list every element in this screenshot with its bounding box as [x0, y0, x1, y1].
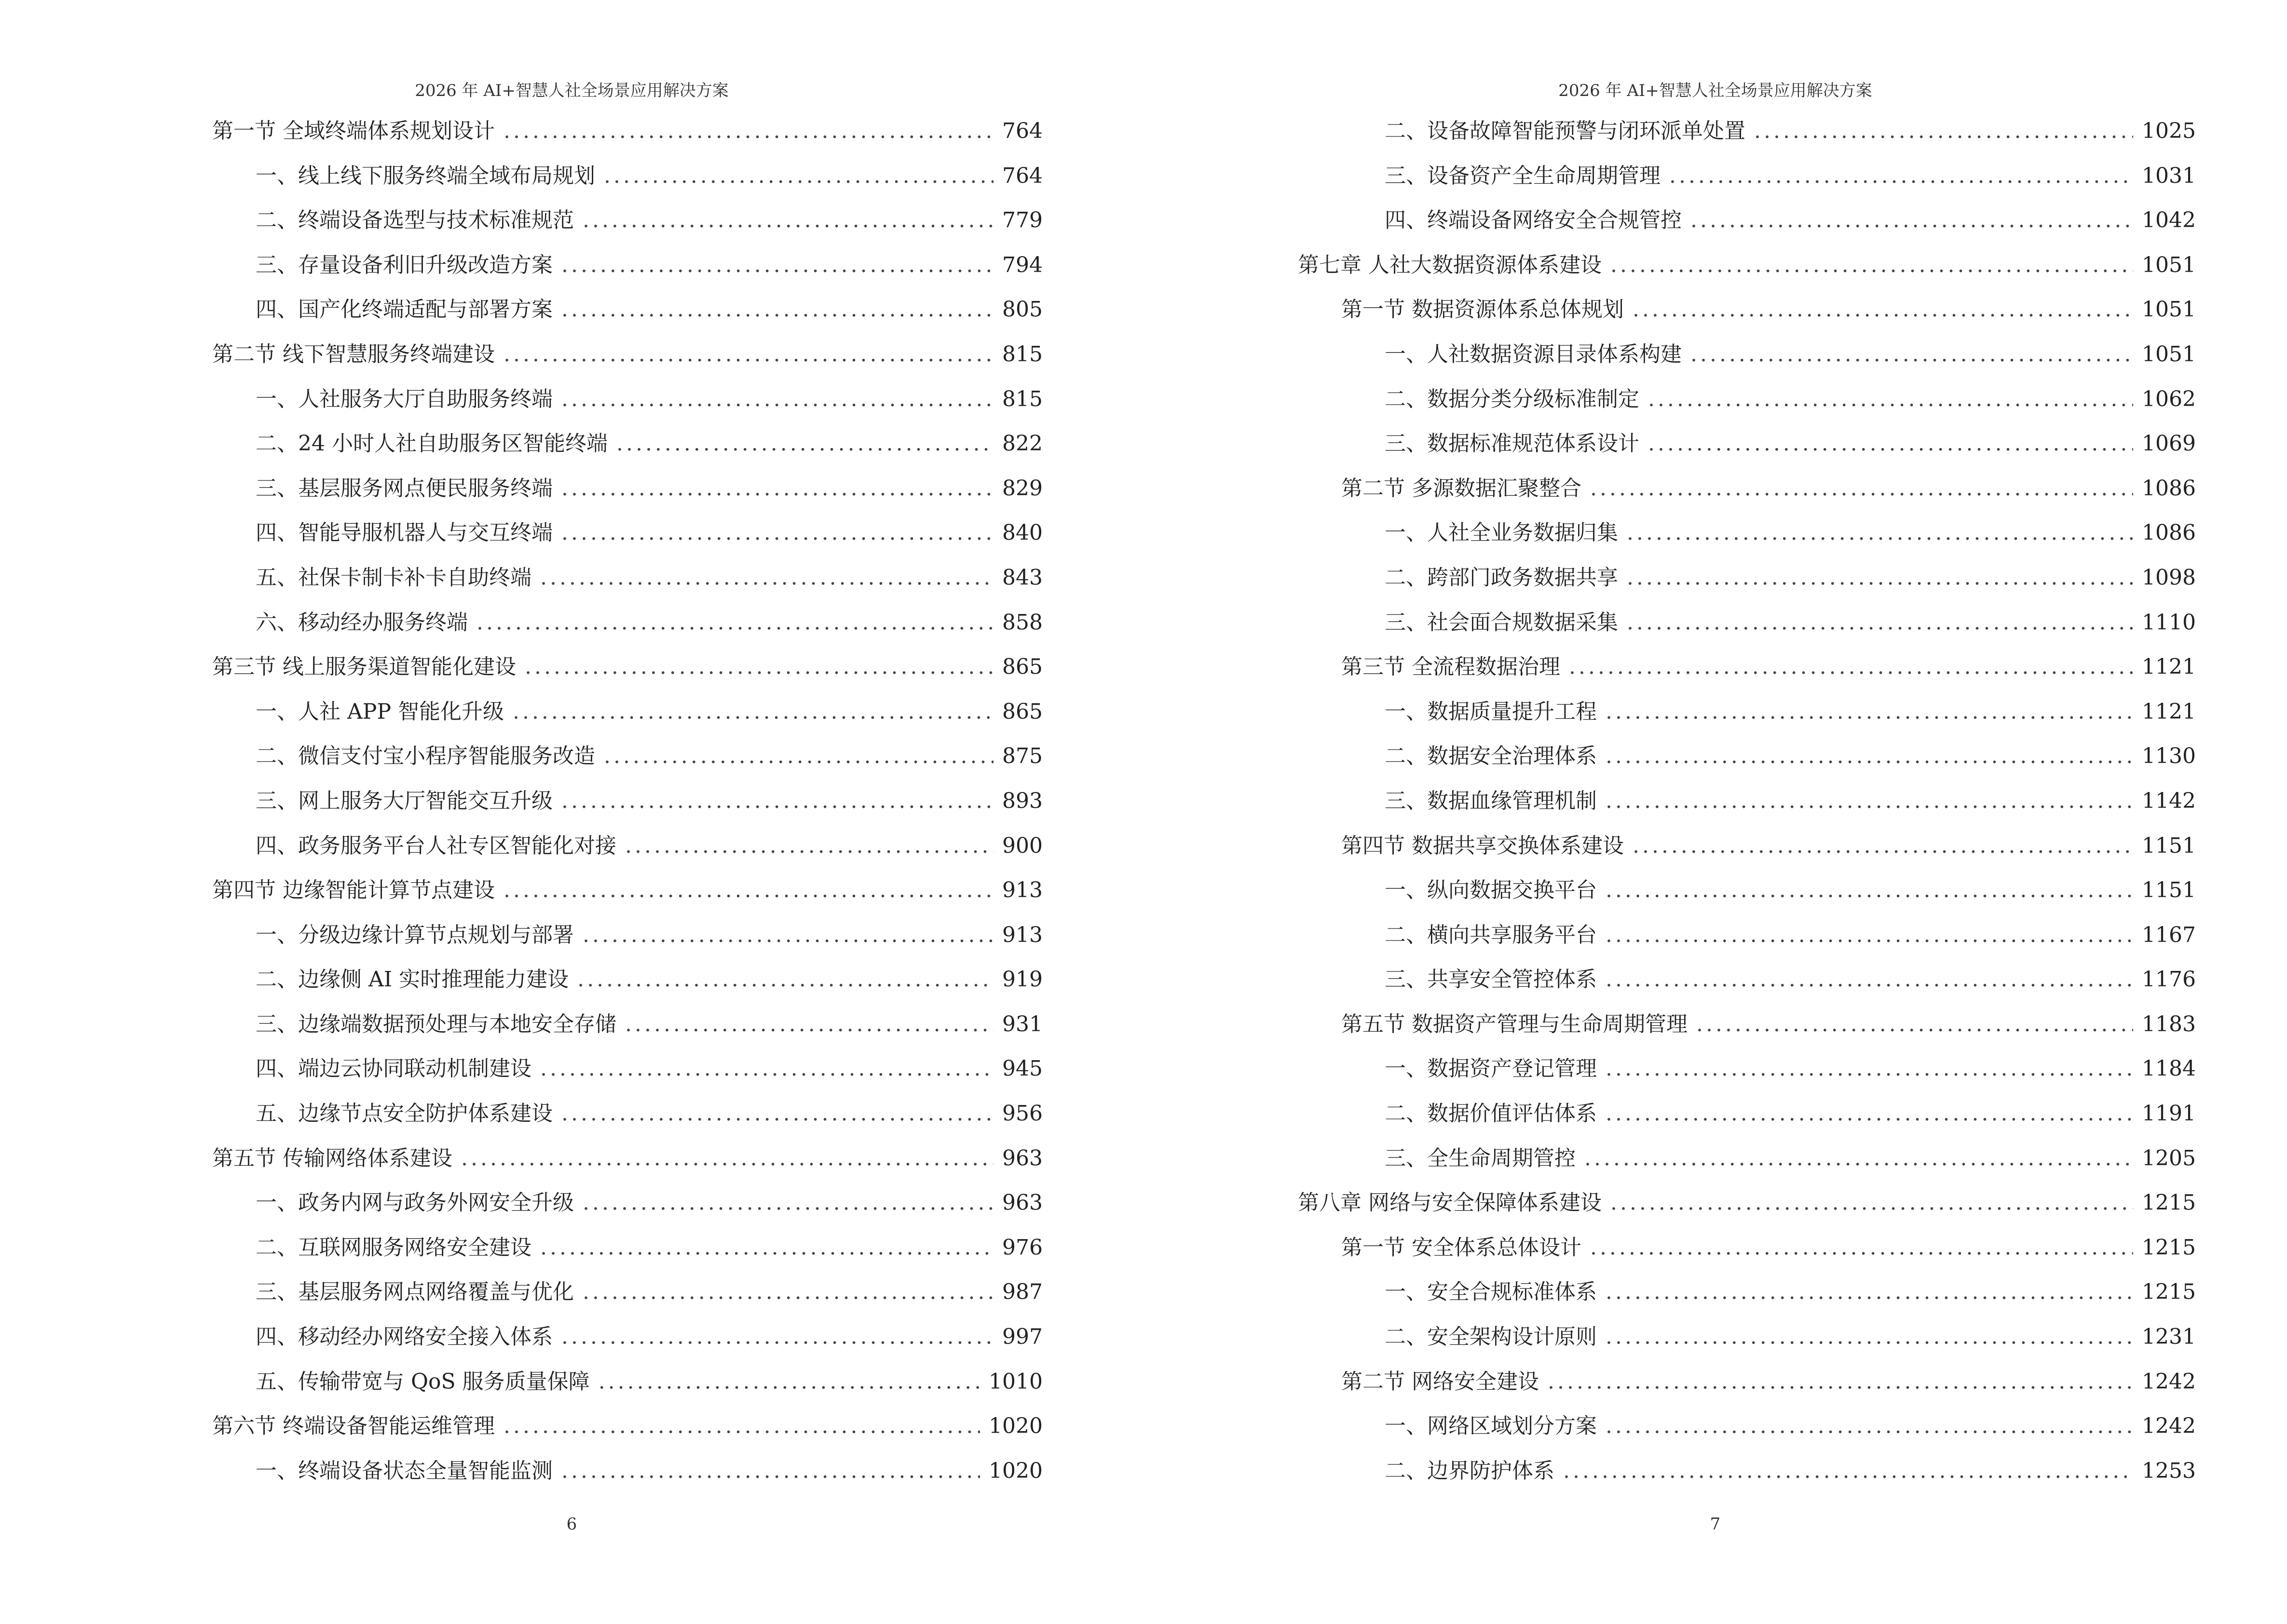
toc-entry-title: 第二节 网络安全建设 [1341, 1369, 1539, 1394]
toc-entry-page: 865 [1002, 655, 1043, 680]
toc-entry-title: 一、数据质量提升工程 [1385, 699, 1597, 724]
toc-dot-leader [561, 520, 994, 545]
toc-dot-leader [1627, 565, 2133, 590]
toc-dot-leader [1606, 1280, 2133, 1304]
toc-dot-leader [583, 923, 994, 947]
toc-dot-leader [1590, 1235, 2133, 1260]
toc-subsection-entry[interactable] [212, 783, 1043, 828]
toc-entry-page: 1020 [989, 1458, 1043, 1483]
toc-subsection-entry[interactable] [212, 1319, 1043, 1364]
toc-entry-title: 五、社保卡制卡补卡自助终端 [256, 565, 531, 590]
toc-entry-title: 三、数据标准规范体系设计 [1385, 431, 1639, 456]
toc-entry-page: 1051 [2142, 297, 2196, 322]
toc-entry-page: 1231 [2142, 1324, 2196, 1350]
toc-dot-leader [1606, 789, 2133, 813]
toc-dot-leader [616, 431, 994, 456]
toc-entry-title: 二、微信支付宝小程序智能服务改造 [256, 744, 595, 769]
toc-entry-page: 1086 [2142, 520, 2196, 546]
toc-list [1298, 113, 2196, 1498]
toc-entry-page: 1205 [2142, 1146, 2196, 1171]
toc-dot-leader [1633, 833, 2133, 858]
toc-dot-leader [561, 1101, 994, 1126]
toc-entry-page: 956 [1002, 1101, 1043, 1126]
toc-entry-page: 843 [1002, 565, 1043, 590]
toc-entry-title: 三、存量设备利旧升级改造方案 [256, 252, 553, 277]
toc-dot-leader [1606, 744, 2133, 768]
toc-entry-title: 四、政务服务平台人社专区智能化对接 [256, 833, 616, 858]
toc-subsection-entry[interactable] [1298, 917, 2196, 962]
toc-entry-page: 997 [1002, 1324, 1043, 1350]
toc-dot-leader [1690, 208, 2133, 232]
toc-entry-title: 第六节 终端设备智能运维管理 [212, 1414, 495, 1439]
toc-entry-page: 1242 [2142, 1369, 2196, 1394]
toc-entry-title: 五、边缘节点安全防护体系建设 [256, 1101, 553, 1126]
toc-entry-page: 900 [1002, 833, 1043, 858]
toc-dot-leader [540, 1235, 994, 1260]
toc-entry-page: 1253 [2142, 1458, 2196, 1483]
toc-entry-title: 一、人社数据资源目录体系构建 [1385, 341, 1682, 367]
toc-entry-page: 1042 [2142, 208, 2196, 233]
toc-section-entry[interactable] [1298, 1007, 2196, 1051]
toc-dot-leader [1648, 387, 2133, 411]
toc-entry-page: 1215 [2142, 1280, 2196, 1305]
toc-entry-title: 一、线上线下服务终端全域布局规划 [256, 163, 595, 188]
toc-entry-title: 一、数据资产登记管理 [1385, 1056, 1597, 1081]
toc-entry-title: 一、网络区域划分方案 [1385, 1414, 1597, 1439]
toc-dot-leader [625, 833, 994, 858]
toc-entry-title: 一、政务内网与政务外网安全升级 [256, 1190, 574, 1215]
toc-entry-page: 875 [1002, 744, 1043, 769]
toc-list [212, 113, 1043, 1498]
toc-section-entry[interactable] [212, 1141, 1043, 1186]
toc-entry-page: 1183 [2142, 1011, 2196, 1037]
toc-dot-leader [525, 655, 994, 679]
toc-entry-title: 三、全生命周期管控 [1385, 1146, 1576, 1171]
toc-dot-leader [1648, 431, 2133, 456]
toc-entry-page: 1151 [2142, 833, 2196, 858]
toc-entry-title: 二、数据安全治理体系 [1385, 744, 1597, 769]
toc-entry-title: 第二节 线下智慧服务终端建设 [212, 341, 495, 367]
toc-dot-leader [504, 878, 994, 902]
toc-dot-leader [561, 476, 994, 501]
toc-entry-page: 1051 [2142, 341, 2196, 367]
toc-entry-page: 963 [1002, 1146, 1043, 1171]
toc-entry-title: 一、分级边缘计算节点规划与部署 [256, 922, 574, 947]
toc-entry-page: 1025 [2142, 119, 2196, 143]
toc-entry-title: 三、社会面合规数据采集 [1385, 610, 1618, 635]
toc-section-entry[interactable] [1298, 1230, 2196, 1275]
toc-subsection-entry[interactable] [212, 1274, 1043, 1319]
toc-subsection-entry[interactable] [1298, 1274, 2196, 1319]
toc-entry-page: 1110 [2142, 610, 2196, 635]
toc-entry-title: 一、人社 APP 智能化升级 [256, 699, 504, 724]
toc-subsection-entry[interactable] [212, 1007, 1043, 1051]
toc-entry-title: 四、终端设备网络安全合规管控 [1385, 208, 1682, 233]
toc-subsection-entry[interactable] [1298, 560, 2196, 605]
toc-entry-title: 二、数据价值评估体系 [1385, 1101, 1597, 1126]
toc-entry-page: 1167 [2142, 922, 2196, 947]
toc-subsection-entry[interactable] [212, 382, 1043, 426]
toc-page-right [1144, 0, 2287, 1624]
toc-entry-title: 三、共享安全管控体系 [1385, 967, 1597, 992]
toc-subsection-entry[interactable] [212, 426, 1043, 471]
toc-entry-title: 四、智能导服机器人与交互终端 [256, 520, 553, 546]
toc-dot-leader [1690, 342, 2133, 367]
toc-subsection-entry[interactable] [212, 917, 1043, 962]
toc-entry-title: 一、人社全业务数据归集 [1385, 520, 1618, 546]
toc-dot-leader [1606, 967, 2133, 992]
toc-entry-title: 三、边缘端数据预处理与本地安全存储 [256, 1011, 616, 1037]
toc-entry-page: 1176 [2142, 967, 2196, 992]
toc-entry-title: 二、安全架构设计原则 [1385, 1324, 1597, 1350]
toc-entry-page: 1051 [2142, 252, 2196, 277]
toc-section-entry[interactable] [1298, 292, 2196, 337]
toc-entry-page: 976 [1002, 1235, 1043, 1260]
toc-entry-title: 三、基层服务网点便民服务终端 [256, 476, 553, 501]
toc-dot-leader [540, 1056, 994, 1081]
toc-entry-title: 一、纵向数据交换平台 [1385, 878, 1597, 903]
toc-dot-leader [1610, 253, 2133, 277]
toc-entry-page: 1130 [2142, 744, 2196, 769]
toc-section-entry[interactable] [212, 873, 1043, 917]
toc-dot-leader [561, 789, 994, 813]
toc-subsection-entry[interactable] [1298, 382, 2196, 426]
toc-section-entry[interactable] [1298, 1364, 2196, 1409]
toc-entry-title: 第一节 安全体系总体设计 [1341, 1235, 1581, 1260]
toc-dot-leader [577, 967, 994, 992]
toc-entry-title: 二、边缘侧 AI 实时推理能力建设 [256, 967, 569, 992]
toc-entry-title: 五、传输带宽与 QoS 服务质量保障 [256, 1369, 590, 1394]
toc-subsection-entry[interactable] [1298, 1319, 2196, 1364]
toc-entry-page: 865 [1002, 699, 1043, 724]
toc-dot-leader [1606, 1324, 2133, 1349]
toc-subsection-entry[interactable] [212, 1096, 1043, 1141]
toc-entry-page: 945 [1002, 1056, 1043, 1081]
toc-entry-page: 1086 [2142, 476, 2196, 501]
toc-dot-leader [1754, 119, 2133, 143]
toc-entry-title: 一、安全合规标准体系 [1385, 1280, 1597, 1305]
toc-subsection-entry[interactable] [212, 158, 1043, 203]
toc-entry-title: 第五节 数据资产管理与生命周期管理 [1341, 1011, 1688, 1037]
toc-entry-page: 1010 [989, 1369, 1043, 1394]
toc-dot-leader [1569, 655, 2133, 679]
toc-entry-title: 第四节 数据共享交换体系建设 [1341, 833, 1624, 858]
toc-subsection-entry[interactable] [212, 1453, 1043, 1498]
toc-dot-leader [1669, 164, 2133, 188]
toc-subsection-entry[interactable] [212, 1185, 1043, 1230]
toc-dot-leader [1633, 297, 2133, 322]
toc-subsection-entry[interactable] [212, 292, 1043, 337]
toc-entry-title: 一、终端设备状态全量智能监测 [256, 1458, 553, 1483]
toc-dot-leader [1610, 1190, 2133, 1215]
page-number: 6 [566, 1515, 577, 1534]
toc-entry-title: 第三节 全流程数据治理 [1341, 655, 1560, 680]
toc-dot-leader [1563, 1459, 2133, 1483]
toc-entry-title: 第一节 全域终端体系规划设计 [212, 119, 495, 143]
toc-entry-page: 815 [1002, 386, 1043, 411]
toc-entry-title: 二、数据分类分级标准制定 [1385, 386, 1639, 411]
toc-subsection-entry[interactable] [1298, 426, 2196, 471]
toc-section-entry[interactable] [1298, 471, 2196, 516]
toc-subsection-entry[interactable] [1298, 783, 2196, 828]
toc-dot-leader [583, 1280, 994, 1304]
toc-entry-page: 764 [1002, 163, 1043, 188]
toc-entry-page: 1215 [2142, 1235, 2196, 1260]
toc-entry-title: 第四节 边缘智能计算节点建设 [212, 878, 495, 903]
toc-subsection-entry[interactable] [1298, 337, 2196, 382]
toc-entry-page: 822 [1002, 431, 1043, 456]
toc-dot-leader [504, 119, 994, 143]
toc-entry-title: 二、横向共享服务平台 [1385, 922, 1597, 947]
toc-entry-page: 1151 [2142, 878, 2196, 903]
running-header: 2026 年 AI+智慧人社全场景应用解决方案 [415, 81, 729, 100]
toc-subsection-entry[interactable] [212, 247, 1043, 292]
toc-entry-title: 二、24 小时人社自助服务区智能终端 [256, 431, 608, 456]
toc-entry-title: 三、设备资产全生命周期管理 [1385, 163, 1661, 188]
toc-subsection-entry[interactable] [212, 605, 1043, 650]
toc-dot-leader [561, 253, 994, 277]
toc-entry-page: 1142 [2142, 788, 2196, 813]
toc-entry-page: 1020 [989, 1414, 1043, 1439]
toc-dot-leader [1584, 1146, 2133, 1171]
toc-entry-page: 794 [1002, 252, 1043, 277]
toc-subsection-entry[interactable] [212, 560, 1043, 605]
toc-entry-title: 第八章 网络与安全保障体系建设 [1298, 1190, 1602, 1215]
toc-entry-title: 三、基层服务网点网络覆盖与优化 [256, 1280, 574, 1305]
toc-dot-leader [1548, 1369, 2133, 1394]
toc-entry-title: 四、移动经办网络安全接入体系 [256, 1324, 553, 1350]
toc-entry-title: 三、网上服务大厅智能交互升级 [256, 788, 553, 813]
toc-dot-leader [513, 699, 994, 724]
toc-entry-title: 六、移动经办服务终端 [256, 610, 468, 635]
toc-subsection-entry[interactable] [212, 1230, 1043, 1275]
toc-entry-title: 二、终端设备选型与技术标准规范 [256, 208, 574, 233]
toc-chapter-entry[interactable] [1298, 247, 2196, 292]
toc-subsection-entry[interactable] [212, 962, 1043, 1007]
toc-subsection-entry[interactable] [1298, 605, 2196, 650]
toc-entry-page: 913 [1002, 878, 1043, 903]
toc-subsection-entry[interactable] [1298, 1141, 2196, 1186]
toc-subsection-entry[interactable] [212, 203, 1043, 247]
toc-dot-leader [625, 1012, 994, 1037]
toc-dot-leader [599, 1369, 980, 1394]
toc-subsection-entry[interactable] [1298, 158, 2196, 203]
toc-dot-leader [1606, 923, 2133, 947]
toc-entry-page: 764 [1002, 119, 1043, 143]
toc-entry-page: 805 [1002, 297, 1043, 322]
toc-subsection-entry[interactable] [1298, 1051, 2196, 1096]
toc-entry-page: 1242 [2142, 1414, 2196, 1439]
toc-entry-page: 987 [1002, 1280, 1043, 1305]
toc-section-entry[interactable] [212, 1408, 1043, 1453]
toc-entry-title: 四、端边云协同联动机制建设 [256, 1056, 531, 1081]
toc-section-entry[interactable] [212, 337, 1043, 382]
toc-dot-leader [1606, 1056, 2133, 1081]
toc-entry-title: 四、国产化终端适配与部署方案 [256, 297, 553, 322]
toc-subsection-entry[interactable] [1298, 113, 2196, 158]
toc-entry-page: 1184 [2142, 1056, 2196, 1081]
toc-subsection-entry[interactable] [1298, 738, 2196, 783]
toc-section-entry[interactable] [1298, 649, 2196, 694]
toc-section-entry[interactable] [212, 113, 1043, 158]
toc-section-entry[interactable] [1298, 828, 2196, 873]
toc-section-entry[interactable] [212, 649, 1043, 694]
toc-subsection-entry[interactable] [212, 471, 1043, 516]
toc-entry-page: 913 [1002, 922, 1043, 947]
toc-entry-title: 二、跨部门政务数据共享 [1385, 565, 1618, 590]
toc-entry-page: 1062 [2142, 386, 2196, 411]
toc-dot-leader [476, 610, 994, 635]
toc-dot-leader [1696, 1012, 2133, 1037]
toc-entry-page: 1098 [2142, 565, 2196, 590]
toc-subsection-entry[interactable] [1298, 515, 2196, 560]
toc-entry-title: 一、人社服务大厅自助服务终端 [256, 386, 553, 411]
toc-entry-page: 1191 [2142, 1101, 2196, 1126]
toc-entry-title: 二、互联网服务网络安全建设 [256, 1235, 531, 1260]
toc-entry-page: 815 [1002, 341, 1043, 367]
toc-subsection-entry[interactable] [212, 828, 1043, 873]
toc-entry-page: 893 [1002, 788, 1043, 813]
toc-entry-title: 第五节 传输网络体系建设 [212, 1146, 452, 1171]
toc-dot-leader [1590, 476, 2133, 501]
toc-subsection-entry[interactable] [212, 1051, 1043, 1096]
toc-entry-page: 1031 [2142, 163, 2196, 188]
toc-subsection-entry[interactable] [212, 515, 1043, 560]
toc-entry-title: 三、数据血缘管理机制 [1385, 788, 1597, 813]
toc-subsection-entry[interactable] [1298, 962, 2196, 1007]
toc-dot-leader [561, 387, 994, 411]
toc-subsection-entry[interactable] [212, 694, 1043, 739]
toc-entry-title: 第二节 多源数据汇聚整合 [1341, 476, 1581, 501]
toc-dot-leader [583, 1190, 994, 1215]
toc-dot-leader [561, 297, 994, 322]
toc-subsection-entry[interactable] [1298, 1408, 2196, 1453]
toc-entry-page: 1121 [2142, 655, 2196, 680]
toc-dot-leader [540, 565, 994, 590]
toc-dot-leader [1606, 1414, 2133, 1438]
toc-subsection-entry[interactable] [212, 738, 1043, 783]
toc-dot-leader [1627, 610, 2133, 635]
toc-entry-title: 二、边界防护体系 [1385, 1458, 1554, 1483]
toc-entry-page: 963 [1002, 1190, 1043, 1215]
toc-entry-title: 第一节 数据资源体系总体规划 [1341, 297, 1624, 322]
toc-entry-page: 829 [1002, 476, 1043, 501]
toc-entry-page: 919 [1002, 967, 1043, 992]
toc-dot-leader [1606, 1101, 2133, 1126]
toc-dot-leader [1627, 520, 2133, 545]
toc-dot-leader [561, 1324, 994, 1349]
running-header: 2026 年 AI+智慧人社全场景应用解决方案 [1558, 81, 1872, 100]
toc-dot-leader [561, 1459, 980, 1483]
toc-entry-page: 931 [1002, 1011, 1043, 1037]
toc-entry-page: 1069 [2142, 431, 2196, 456]
toc-subsection-entry[interactable] [1298, 873, 2196, 917]
toc-entry-page: 779 [1002, 208, 1043, 233]
toc-dot-leader [1606, 699, 2133, 724]
page-number: 7 [1710, 1515, 1721, 1534]
toc-entry-title: 第三节 线上服务渠道智能化建设 [212, 655, 516, 680]
toc-dot-leader [604, 744, 994, 768]
toc-chapter-entry[interactable] [1298, 1185, 2196, 1230]
toc-entry-page: 840 [1002, 520, 1043, 546]
toc-dot-leader [504, 342, 994, 367]
toc-subsection-entry[interactable] [1298, 694, 2196, 739]
toc-subsection-entry[interactable] [1298, 203, 2196, 247]
toc-subsection-entry[interactable] [212, 1364, 1043, 1409]
toc-dot-leader [461, 1146, 994, 1171]
toc-subsection-entry[interactable] [1298, 1453, 2196, 1498]
toc-entry-title: 二、设备故障智能预警与闭环派单处置 [1385, 119, 1745, 143]
toc-subsection-entry[interactable] [1298, 1096, 2196, 1141]
toc-dot-leader [583, 208, 994, 232]
toc-entry-page: 1215 [2142, 1190, 2196, 1215]
toc-dot-leader [1606, 878, 2133, 902]
toc-entry-page: 858 [1002, 610, 1043, 635]
toc-dot-leader [504, 1414, 980, 1438]
toc-dot-leader [604, 164, 994, 188]
toc-entry-title: 第七章 人社大数据资源体系建设 [1298, 252, 1602, 277]
toc-entry-page: 1121 [2142, 699, 2196, 724]
